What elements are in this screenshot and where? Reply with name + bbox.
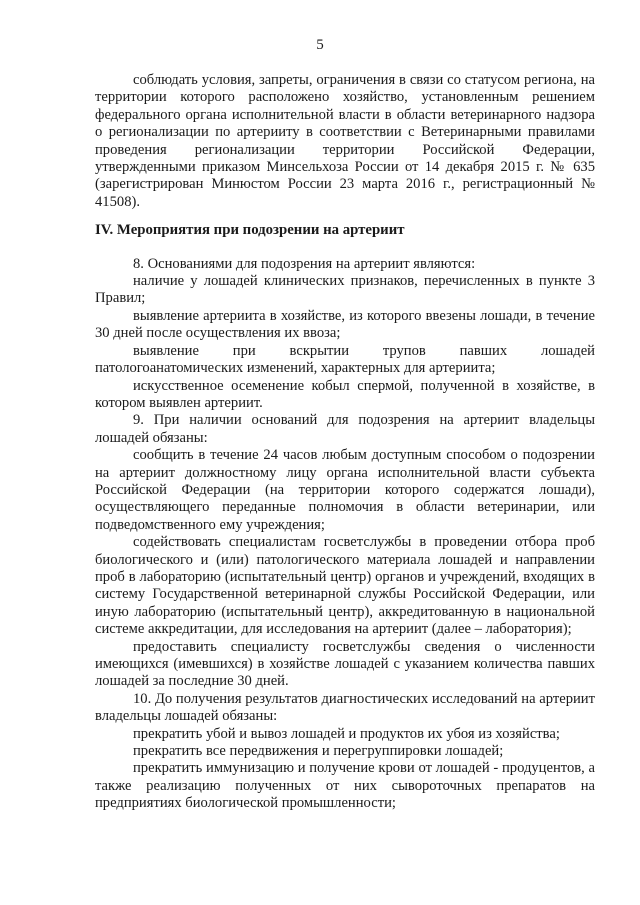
paragraph: прекратить иммунизацию и получение крови от лошадей - продуцентов, а также реализацию полученных от них сывороточных препаратов на предприятиях биологической промышленности; <box>95 760 595 812</box>
paragraph: искусственное осеменение кобыл спермой, полученной в хозяйстве, в котором выявлен артериит. <box>95 377 595 411</box>
paragraph: наличие у лошадей клинических признаков, перечисленных в пункте 3 Правил; <box>95 273 595 307</box>
paragraph: прекратить все передвижения и перегруппировки лошадей; <box>133 743 504 760</box>
paragraph: предоставить специалисту госветслужбы сведения о численности имеющихся (имевшихся) в хозяйстве лошадей с указанием количества павших лошадей за последние 30 дней. <box>95 638 595 690</box>
paragraph: 8. Основаниями для подозрения на артериит являются: <box>133 255 476 272</box>
paragraph: выявление при вскрытии трупов павших лошадей патологоанатомических изменений, характерных для артериита; <box>95 342 595 377</box>
section-heading: IV. Мероприятия при подозрении на артериит <box>95 222 405 239</box>
document-body <box>95 72 595 813</box>
paragraph: 9. При наличии оснований для подозрения на артериит владельцы лошадей обязаны: <box>95 412 595 446</box>
paragraph: прекратить убой и вывоз лошадей и продуктов их убоя из хозяйства; <box>133 725 560 742</box>
page-number: 5 <box>316 37 324 53</box>
paragraph: соблюдать условия, запреты, ограничения в связи со статусом региона, на территории которого расположено хозяйство, установленным решением федерального органа исполнительной власти в области ветеринарного надзора о регионализации по артерииту в соответствии с Ветеринарными правилами проведения регионализации территории Российской Федерации, утвержденными приказом Минсельхоза России от 14 декабря 2015 г. № 635 (зарегистрирован Минюстом России 23 марта 2016 г., регистрационный № 41508). <box>95 72 595 210</box>
paragraph: сообщить в течение 24 часов любым доступным способом о подозрении на артериит должностному лицу органа исполнительной власти субъекта Российской Федерации (на территории которого содержатся лошади), осуществляющего переданные полномочия в области ветеринарии, или подведомственного ему учреждения; <box>95 447 595 533</box>
paragraph: 10. До получения результатов диагностических исследований на артериит владельцы лошадей обязаны: <box>95 690 595 725</box>
paragraph: содействовать специалистам госветслужбы в проведении отбора проб биологического и (или) патологического материала лошадей и направлении проб в лабораторию (испытательный центр) органов и учреждений, входящих в систему Государственной ветеринарной службы Российской Федерации, или иную лабораторию (испытательный центр), аккредитованную в национальной системе аккредитации, для исследования на артериит (далее – лаборатория); <box>95 534 595 638</box>
paragraph: выявление артериита в хозяйстве, из которого ввезены лошади, в течение 30 дней после осуществления их ввоза; <box>95 307 595 342</box>
